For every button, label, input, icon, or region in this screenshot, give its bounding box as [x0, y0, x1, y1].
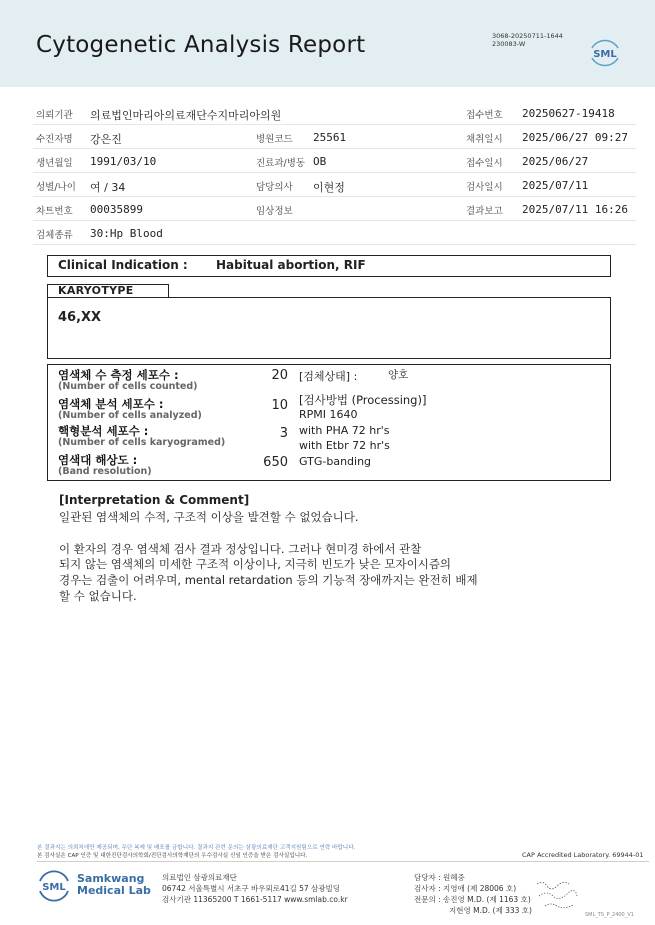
cells-karyogramed-label — [58, 425, 225, 448]
chart-label: 차트번호 — [36, 206, 73, 217]
sex-age-value: 여 / 34 — [90, 181, 126, 194]
doctor-label: 담당의사 — [256, 182, 293, 193]
patient-value: 강은진 — [90, 133, 122, 146]
interpretation-line1: 일관된 염색체의 수적, 구조적 이상을 발견할 수 없었습니다. — [59, 510, 359, 524]
institution-label: 의뢰기관 — [36, 110, 73, 121]
dob-value: 1991/03/10 — [90, 155, 157, 168]
cells-analyzed-kr: 염색체 분석 세포수 : — [58, 397, 164, 411]
specimen-label: 검체종류 — [36, 230, 73, 241]
processing-line4: GTG-banding — [299, 455, 372, 468]
document-code-line2: 230083-W — [492, 40, 526, 48]
footer-note-1: 본 결과지는 의뢰처에만 제공되며, 무단 복제 및 배포를 금합니다. 결과지 관련 문의는 삼광의료재단 고객지원팀으로 연락 바랍니다. — [37, 845, 356, 851]
reported-value: 2025/07/11 16:26 — [522, 203, 628, 216]
tested-value: 2025/07/11 — [522, 179, 589, 192]
info-row-sex-age — [33, 173, 636, 197]
staff-specialist-2: 지현영 M.D. (제 333 호) — [449, 906, 532, 915]
info-row-dob — [33, 149, 636, 173]
cells-counted-value: 20 — [271, 368, 288, 383]
dept-value: OB — [313, 155, 327, 168]
brand-name — [77, 873, 151, 897]
info-row-patient — [33, 125, 636, 149]
collected-value: 2025/06/27 09:27 — [522, 131, 628, 144]
reported-label: 결과보고 — [466, 206, 503, 217]
sml-logo — [588, 36, 622, 70]
processing-line3: with Etbr 72 hr's — [299, 439, 390, 452]
address-line2: 06742 서울특별시 서초구 바우뫼로41길 57 삼광빌딩 — [162, 884, 341, 893]
doctor-value: 이현정 — [313, 181, 345, 194]
form-code: SML_TS_P_2400_V1 — [585, 912, 634, 918]
cells-counted-kr: 염색체 수 측정 세포수 : — [58, 368, 179, 382]
specimen-status-value: 양호 — [388, 369, 409, 381]
document-code — [492, 32, 563, 48]
specimen-status-label: [검체상태] : — [299, 370, 358, 383]
cells-counted-label — [58, 369, 198, 392]
karyotype-label: KARYOTYPE — [58, 284, 134, 297]
interpretation-line4: 경우는 검출이 어려우며, mental retardation 등의 기능적 장애까지는 완전히 배제 — [59, 573, 478, 587]
cells-analyzed-label — [58, 398, 202, 421]
staff-manager: 담당자 : 원혜중 — [414, 873, 465, 882]
cells-counted-en: (Number of cells counted) — [58, 381, 198, 392]
cell-count-box — [47, 364, 611, 481]
sml-logo-text: SML — [593, 49, 617, 60]
sex-age-label: 성별/나이 — [36, 182, 76, 193]
patient-label: 수진자명 — [36, 134, 73, 145]
footer-divider — [37, 861, 649, 862]
received-value: 2025/06/27 — [522, 155, 589, 168]
interpretation-title: [Interpretation & Comment] — [59, 493, 250, 507]
footer-note-2: 본 검사실은 CAP 인증 및 대한진단검사의학회/진단검사의학재단의 우수검사실 신임 인증을 받은 검사실입니다. — [37, 853, 308, 859]
sml-logo-footer-text: SML — [42, 882, 66, 893]
received-label: 접수일시 — [466, 158, 503, 169]
signature-scribbles — [535, 878, 595, 912]
cells-karyogramed-value: 3 — [279, 426, 288, 441]
address-line3: 검사기관 11365200 T 1661-5117 www.smlab.co.kr — [162, 895, 348, 904]
cells-analyzed-en: (Number of cells analyzed) — [58, 410, 202, 421]
receipt-no-label: 접수번호 — [466, 110, 503, 121]
dept-label: 진료과/병동 — [256, 158, 306, 169]
band-resolution-value: 650 — [263, 455, 288, 470]
interpretation-line2: 이 환자의 경우 염색체 검사 결과 정상입니다. 그러나 현미경 하에서 관찰 — [59, 542, 422, 556]
karyotype-box — [47, 297, 611, 359]
chart-value: 00035899 — [90, 203, 143, 216]
band-resolution-label — [58, 454, 152, 477]
brand-line1: Samkwang — [77, 872, 145, 885]
info-row-specimen — [33, 221, 636, 245]
info-row-chart — [33, 197, 636, 221]
staff-specialist-1: 전문의 : 송진영 M.D. (제 1163 호) — [414, 895, 531, 904]
processing-line2: with PHA 72 hr's — [299, 424, 390, 437]
tested-label: 검사일시 — [466, 182, 503, 193]
interpretation-line5: 할 수 없습니다. — [59, 589, 137, 603]
karyotype-value: 46,XX — [58, 310, 102, 325]
band-resolution-kr: 염색대 해상도 : — [58, 453, 138, 467]
processing-label: [검사방법 (Processing)] — [299, 393, 427, 407]
interpretation-line3: 되지 않는 염색체의 미세한 구조적 이상이나, 지극히 빈도가 낮은 모자이시즘의 — [59, 557, 452, 571]
document-code-line1: 3068-20250711-1644 — [492, 32, 563, 40]
cap-accreditation: CAP Accredited Laboratory. 69944-01 — [522, 851, 644, 859]
clinical-info-label: 임상정보 — [256, 206, 293, 217]
clinical-indication-value: Habitual abortion, RIF — [216, 258, 366, 272]
brand-line2: Medical Lab — [77, 884, 151, 897]
karyotype-tab — [47, 284, 169, 297]
processing-line1: RPMI 1640 — [299, 408, 358, 421]
sml-logo-footer — [37, 869, 71, 903]
hospital-code-label: 병원코드 — [256, 134, 293, 145]
clinical-indication-label: Clinical Indication : — [58, 258, 188, 272]
cells-analyzed-value: 10 — [271, 398, 288, 413]
clinical-indication-box — [47, 255, 611, 277]
staff-tester: 검사자 : 지영애 (제 28006 호) — [414, 884, 517, 893]
address-line1: 의료법인 삼광의료재단 — [162, 873, 237, 882]
receipt-no-value: 20250627-19418 — [522, 107, 615, 120]
cells-karyogramed-kr: 핵형분석 세포수 : — [58, 424, 149, 438]
hospital-code-value: 25561 — [313, 131, 347, 144]
band-resolution-en: (Band resolution) — [58, 466, 152, 477]
institution-value: 의료법인마리아의료재단수지마리아의원 — [90, 109, 282, 122]
specimen-value: 30:Hp Blood — [90, 227, 163, 240]
report-title: Cytogenetic Analysis Report — [36, 32, 366, 58]
collected-label: 채취일시 — [466, 134, 503, 145]
dob-label: 생년월일 — [36, 158, 73, 169]
cells-karyogramed-en: (Number of cells karyogramed) — [58, 437, 226, 448]
info-row-institution — [33, 101, 636, 125]
